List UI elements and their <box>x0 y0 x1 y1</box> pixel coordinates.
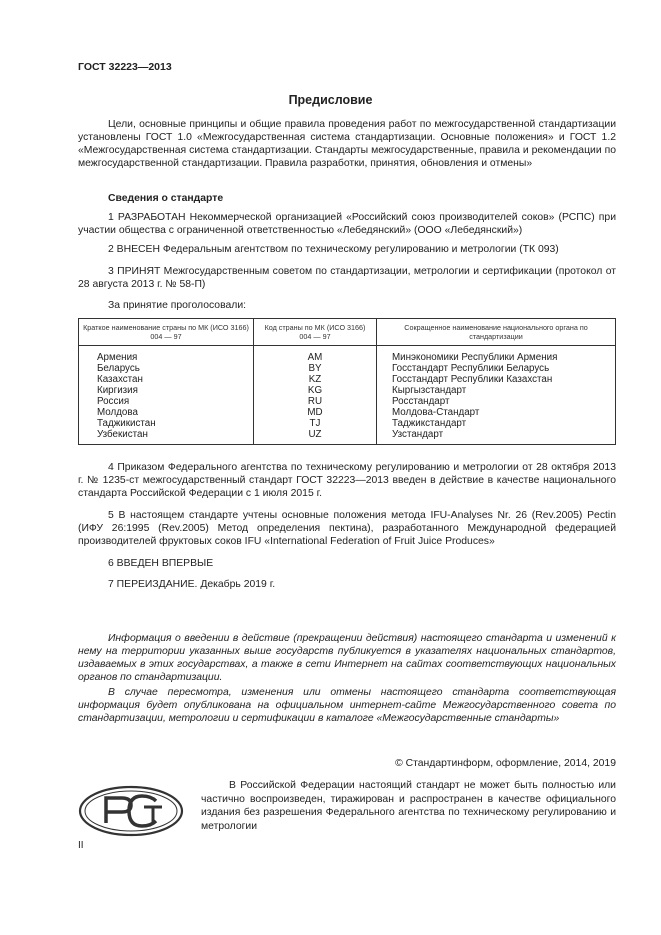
country-code-cell: MD <box>254 407 377 418</box>
country-cell: Киргизия <box>79 385 254 396</box>
page-number: II <box>78 840 84 851</box>
country-cell: Казахстан <box>79 374 254 385</box>
table-header-row <box>79 319 616 346</box>
country-cell: Узбекистан <box>79 429 254 445</box>
table-row <box>79 363 616 374</box>
standards-body-cell: Минэкономики Республики Армения <box>377 346 616 364</box>
rst-certification-mark-icon <box>78 785 184 842</box>
country-code-cell: KG <box>254 385 377 396</box>
item-1: 1 РАЗРАБОТАН Некоммерческой организацией «Российский союз производителей соков» (РСПС) при участии общества с ограниченной ответственностью «Лебедянский» (ООО «Лебедянский») <box>78 212 616 236</box>
item-6: 6 ВВЕДЕН ВПЕРВЫЕ <box>108 558 214 569</box>
country-code-cell: TJ <box>254 418 377 429</box>
country-cell: Россия <box>79 396 254 407</box>
item-4: 4 Приказом Федерального агентства по техническому регулированию и метрологии от 28 октября 2013 г. № 1235-ст межгосударственный стандарт ГОСТ 32223—2013 введен в действие в качестве национального стандарта Российской Федерации с 1 июля 2015 г. <box>78 462 616 499</box>
copyright-notice: В Российской Федерации настоящий стандарт не может быть полностью или частично воспроизведен, тиражирован и распространен в качестве официального издания без разрешения Федерального агентства по техническому регулированию и метрологии <box>201 780 616 832</box>
standards-body-cell: Молдова-Стандарт <box>377 407 616 418</box>
standard-id: ГОСТ 32223—2013 <box>78 61 172 73</box>
header-body: Сокращенное наименование национального органа по стандартизации <box>377 319 616 346</box>
country-code-cell: AM <box>254 346 377 364</box>
country-code-cell: RU <box>254 396 377 407</box>
table-row <box>79 429 616 445</box>
table-row <box>79 374 616 385</box>
page-title: Предисловие <box>288 93 373 107</box>
header-code: Код страны по МК (ИСО 3166) 004 — 97 <box>254 319 377 346</box>
item-7: 7 ПЕРЕИЗДАНИЕ. Декабрь 2019 г. <box>108 579 276 590</box>
standards-body-cell: Госстандарт Республики Беларусь <box>377 363 616 374</box>
table-body <box>79 346 616 445</box>
header-country: Краткое наименование страны по МК (ИСО 3166) 004 — 97 <box>79 319 254 346</box>
country-cell: Беларусь <box>79 363 254 374</box>
table-row <box>79 396 616 407</box>
info-italic-1: Информация о введении в действие (прекращении действия) настоящего стандарта и изменений к нему на территории указанных выше государств публикуется в указателях национальных стандартов, издаваемых в этих государствах, а также в сети Интернет на сайтах соответствующих национальных органов по стандартизации. <box>78 633 616 683</box>
standards-body-cell: Узстандарт <box>377 429 616 445</box>
standards-body-cell: Кыргызстандарт <box>377 385 616 396</box>
country-code-cell: BY <box>254 363 377 374</box>
voted-label: За принятие проголосовали: <box>108 300 247 311</box>
countries-table <box>78 318 616 445</box>
standards-body-cell: Госстандарт Республики Казахстан <box>377 374 616 385</box>
info-italic-2: В случае пересмотра, изменения или отмены настоящего стандарта соответствующая информация будет опубликована на официальном интернет-сайте Межгосударственного совета по стандартизации, метрологии и сертификации в каталоге «Межгосударственные стандарты» <box>78 687 616 724</box>
country-cell: Таджикистан <box>79 418 254 429</box>
country-cell: Армения <box>79 346 254 364</box>
country-code-cell: UZ <box>254 429 377 445</box>
standards-body-cell: Росстандарт <box>377 396 616 407</box>
table-row <box>79 385 616 396</box>
table-row <box>79 346 616 364</box>
country-code-cell: KZ <box>254 374 377 385</box>
table-row <box>79 407 616 418</box>
item-5: 5 В настоящем стандарте учтены основные положения метода IFU-Analyses Nr. 26 (Rev.2005) Pectin (ИФУ 26:1995 (Rev.2005) Метод определения пектина), разработанного Международной федерацией производителей фруктовых соков IFU «International Federation of Fruit Juice Produces» <box>78 510 616 547</box>
copyright: © Стандартинформ, оформление, 2014, 2019 <box>395 758 616 769</box>
item-3: 3 ПРИНЯТ Межгосударственным советом по стандартизации, метрологии и сертификации (протокол от 28 августа 2013 г. № 58-П) <box>78 266 616 290</box>
table-row <box>79 418 616 429</box>
country-cell: Молдова <box>79 407 254 418</box>
standards-body-cell: Таджикстандарт <box>377 418 616 429</box>
intro-paragraph: Цели, основные принципы и общие правила проведения работ по межгосударственной стандартизации установлены ГОСТ 1.0 «Межгосударственная система стандартизации. Основные положения» и ГОСТ 1.2 «Межгосударственная система стандартизации. Стандарты межгосударственные, правила и рекомендации по межгосударственной стандартизации. Правила разработки, принятия, обновления и отмены» <box>78 119 616 169</box>
item-2: 2 ВНЕСЕН Федеральным агентством по техническому регулированию и метрологии (ТК 093) <box>108 244 559 255</box>
info-heading: Сведения о стандарте <box>108 193 224 204</box>
